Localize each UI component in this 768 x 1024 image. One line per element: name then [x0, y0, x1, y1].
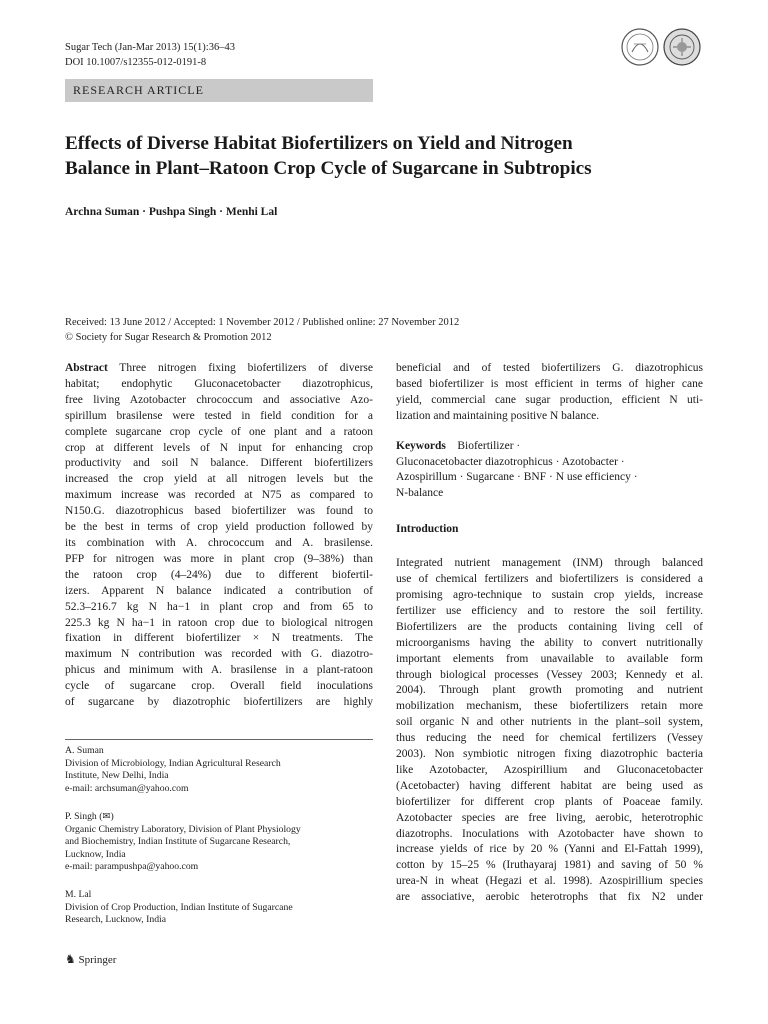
introduction-line: microorganisms having the ability to convert nutritionally	[396, 636, 703, 649]
abstract-line: productivity and soil N balance. Different biofertilizers	[65, 457, 373, 470]
copyright-line: © Society for Sugar Research & Promotion 2012	[65, 332, 272, 343]
title-line-2: Balance in Plant–Ratoon Crop Cycle of Sugarcane in Subtropics	[65, 158, 592, 179]
affiliation-email[interactable]: e-mail: parampushpa@yahoo.com	[65, 861, 199, 873]
keyword-line: N-balance	[396, 487, 444, 500]
abstract-line: fixation in different biofertilizer × N treatments. The	[65, 632, 373, 645]
affiliation-line: Research, Lucknow, India	[65, 914, 167, 926]
abstract-line: crop at different levels of N input for enhancing crop	[65, 441, 373, 454]
abstract-continued-line: lization and maintaining positive N balance.	[396, 409, 600, 422]
abstract-line: 52.3–216.7 kg N ha−1 in plant crop and from 65 to	[65, 600, 373, 613]
abstract-line: PFP for nitrogen was more in plant crop (9–38%) than	[65, 552, 373, 565]
abstract-section	[65, 361, 373, 711]
affiliation-1	[65, 745, 281, 795]
article-title	[65, 131, 715, 181]
introduction-line: Biofertilizers are the products containing living cell of	[396, 620, 703, 633]
abstract-line: spirillum brasilense were tested in field condition for a	[65, 409, 373, 422]
received-dates: Received: 13 June 2012 / Accepted: 1 November 2012 / Published online: 27 November 2012	[65, 317, 460, 328]
affiliation-line: Institute, New Delhi, India	[65, 770, 169, 782]
abstract-label: Abstract	[65, 362, 108, 374]
abstract-line: its combination with A. chrococcum and A. brasilense.	[65, 536, 373, 549]
article-type-banner: RESEARCH ARTICLE	[65, 79, 373, 102]
abstract-line: complete sugarcane crop cycle of one plant and a ratoon	[65, 425, 373, 438]
affiliation-email[interactable]: e-mail: archsuman@yahoo.com	[65, 782, 189, 794]
right-column	[396, 361, 703, 906]
affiliation-line: and Biochemistry, Indian Institute of Sugarcane Research,	[65, 836, 291, 848]
abstract-line: cycle of sugarcane crop. Overall field inoculations	[65, 680, 373, 693]
journal-citation	[65, 40, 235, 70]
publisher-name: Springer	[78, 954, 117, 966]
author-list: Archna Suman · Pushpa Singh · Menhi Lal	[65, 206, 278, 218]
abstract-line: habitat; endophytic Gluconacetobacter diazotrophicus,	[65, 377, 373, 390]
introduction-line: fertilizer use efficiency and to restore the soil fertility.	[396, 604, 703, 617]
abstract-line: free living Azotobacter chrococcum and associative Azo-	[65, 393, 373, 406]
keyword-line: Azospirillum · Sugarcane · BNF · N use efficiency ·	[396, 471, 638, 484]
keyword-line: Keywords Biofertilizer ·	[396, 439, 521, 452]
introduction-line: promising agro-technique to sustain crop yields, increase	[396, 588, 703, 601]
affiliation-line: Division of Microbiology, Indian Agricultural Research	[65, 757, 281, 769]
springer-horse-icon: ♞	[65, 952, 76, 966]
introduction-line: (Acetobacter) having different habitat are being used as	[396, 779, 703, 792]
introduction-line: thus reducing the need for chemical fertilizers (Vessey	[396, 732, 703, 745]
introduction-line: like Azotobacter, Azospirillium and Gluconacetobacter	[396, 763, 703, 776]
abstract-line: Abstract Three nitrogen fixing biofertilizers of diverse	[65, 362, 373, 374]
introduction-line: diazotrophs. Inoculations with Azotobacter have shown to	[396, 827, 703, 840]
title-line-1: Effects of Diverse Habitat Biofertilizers on Yield and Nitrogen	[65, 133, 573, 154]
abstract-line: N150.G. diazotrophicus based biofertilizer was found to	[65, 505, 373, 518]
introduction-line: Azotobacter species are free living, aerobic, heterotrophic	[396, 811, 703, 824]
affiliation-line: Organic Chemistry Laboratory, Division of Plant Physiology	[65, 823, 301, 835]
introduction-line: soil organic N and other nutrients in the plant–soil system,	[396, 716, 703, 729]
introduction-line: Integrated nutrient management (INM) through balanced	[396, 557, 703, 570]
journal-line: Sugar Tech (Jan-Mar 2013) 15(1):36–43	[65, 42, 235, 53]
society-seal-logo	[620, 26, 660, 68]
affiliation-divider	[65, 739, 373, 740]
publication-dates	[65, 315, 459, 345]
affiliation-author-name: A. Suman	[65, 745, 104, 756]
abstract-line: the ratoon crop (4–24%) due to different biofertil-	[65, 568, 373, 581]
affiliation-2	[65, 811, 301, 874]
abstract-continued-line: based biofertilizer is most efficient in terms of higher cane	[396, 377, 703, 390]
introduction-line: use of chemical fertilizers and biofertilizers is considered a	[396, 573, 703, 586]
introduction-line: important elements from unavailable to available form	[396, 652, 703, 665]
affiliation-line: Division of Crop Production, Indian Institute of Sugarcane	[65, 901, 293, 913]
introduction-line: cotton by 15–25 % (Iruthayaraj 1981) and saving of 50 %	[396, 859, 703, 872]
introduction-line: are associative, aerobic heterotrophs that fix N2 under	[396, 891, 703, 904]
abstract-continued-line: beneficial and of tested biofertilizers G. diazotrophicus	[396, 362, 703, 374]
affiliation-3	[65, 889, 293, 927]
introduction-line: mobilization mechanism, these biofertilizers retain more	[396, 700, 703, 713]
affiliation-author-name: P. Singh (✉)	[65, 811, 114, 822]
affiliation-author-name: M. Lal	[65, 889, 92, 900]
abstract-line: increased the crop yield at all nitrogen levels but the	[65, 473, 373, 486]
abstract-line: izers. Apparent N balance indicated a contribution of	[65, 584, 373, 597]
abstract-line: phicus and minimum with A. brasilense in a plant-ratoon	[65, 664, 373, 677]
introduction-line: urea-N in wheat (Hegazi et al. 1998). Azospirillium species	[396, 875, 703, 888]
introduction-line: through biological processes (Vessey 2003; Kennedy et al.	[396, 668, 703, 681]
abstract-line: be the best in terms of crop yield production followed by	[65, 521, 373, 534]
affiliation-line: Lucknow, India	[65, 848, 126, 860]
introduction-line: biofertilizer for different crop plants of Poaceae family.	[396, 795, 703, 808]
abstract-line: maximum increase was recorded at N75 as compared to	[65, 489, 373, 502]
introduction-line: increase yields of rice by 20 % (Yanni and El-Fattah 1999),	[396, 843, 703, 856]
abstract-continued-line: yield, commercial cane sugar production, efficient N uti-	[396, 393, 703, 406]
introduction-heading: Introduction	[396, 523, 459, 536]
introduction-line: 2003). Non symbiotic nitrogen fixing diazotrophic bacteria	[396, 748, 703, 761]
abstract-line: 225.3 kg N ha−1 in ratoon crop due to biological nitrogen	[65, 616, 373, 629]
keywords-section	[396, 439, 703, 503]
doi-line: DOI 10.1007/s12355-012-0191-8	[65, 57, 207, 68]
institute-seal-logo	[662, 26, 702, 68]
introduction-line: 2004). Through plant growth promoting and nutrient	[396, 684, 703, 697]
keyword-line: Gluconacetobacter diazotrophicus · Azotobacter ·	[396, 455, 625, 468]
abstract-line: maximum N contribution was recorded with G. diazotro-	[65, 648, 373, 661]
publisher-footer	[65, 952, 116, 967]
keywords-label: Keywords	[396, 439, 446, 452]
abstract-line: of sugarcane by diazotrophic biofertilizers are highly	[65, 696, 373, 709]
